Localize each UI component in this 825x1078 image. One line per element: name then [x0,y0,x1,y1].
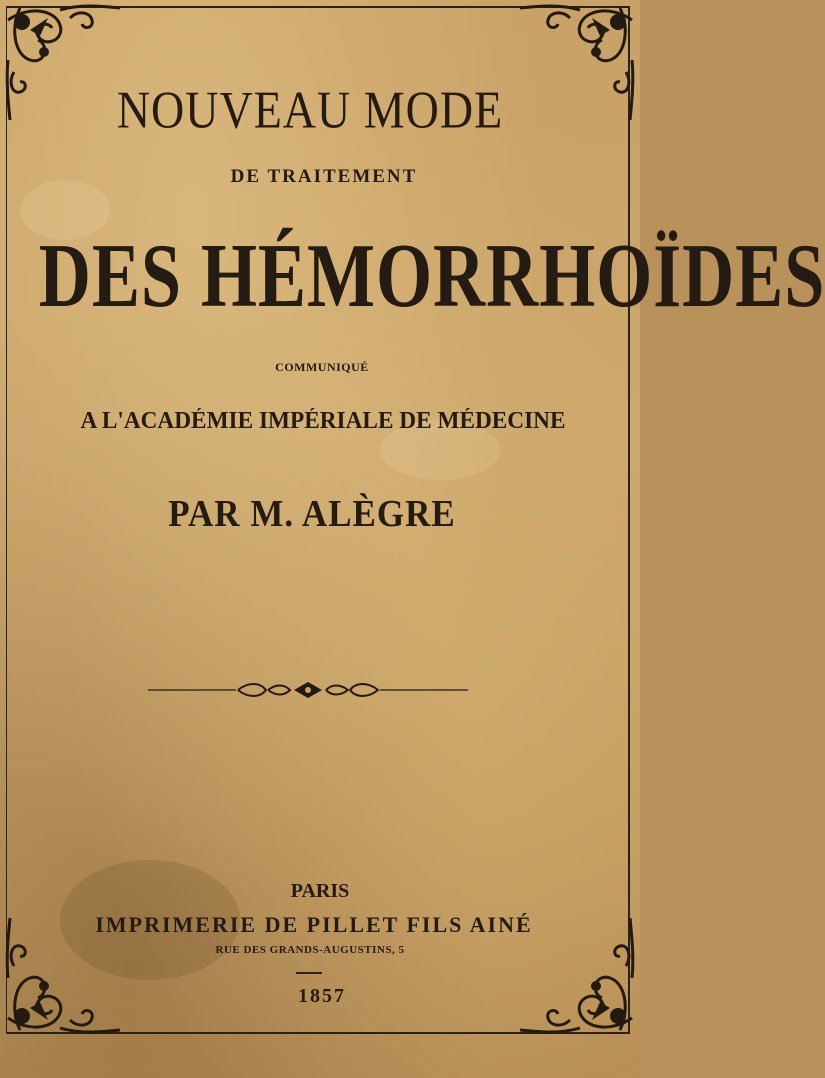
communique-label: COMMUNIQUÉ [275,360,369,374]
address-line: RUE DES GRANDS-AUGUSTINS, 5 [215,944,405,956]
year-line: 1857 [298,985,346,1007]
author-line: PAR M. ALÈGRE [168,492,456,535]
separator-dash [296,972,322,974]
title-line-2: DE TRAITEMENT [230,166,418,187]
city-line: PARIS [290,880,350,902]
title-line-1: NOUVEAU MODE [116,80,504,139]
main-title: DES HÉMORRHOÏDES [38,226,825,327]
printer-line: IMPRIMERIE DE PILLET FILS AINÉ [95,912,533,937]
academy-line: A L'ACADÉMIE IMPÉRIALE DE MÉDECINE [80,408,566,434]
divider-flourish-icon [148,678,468,702]
